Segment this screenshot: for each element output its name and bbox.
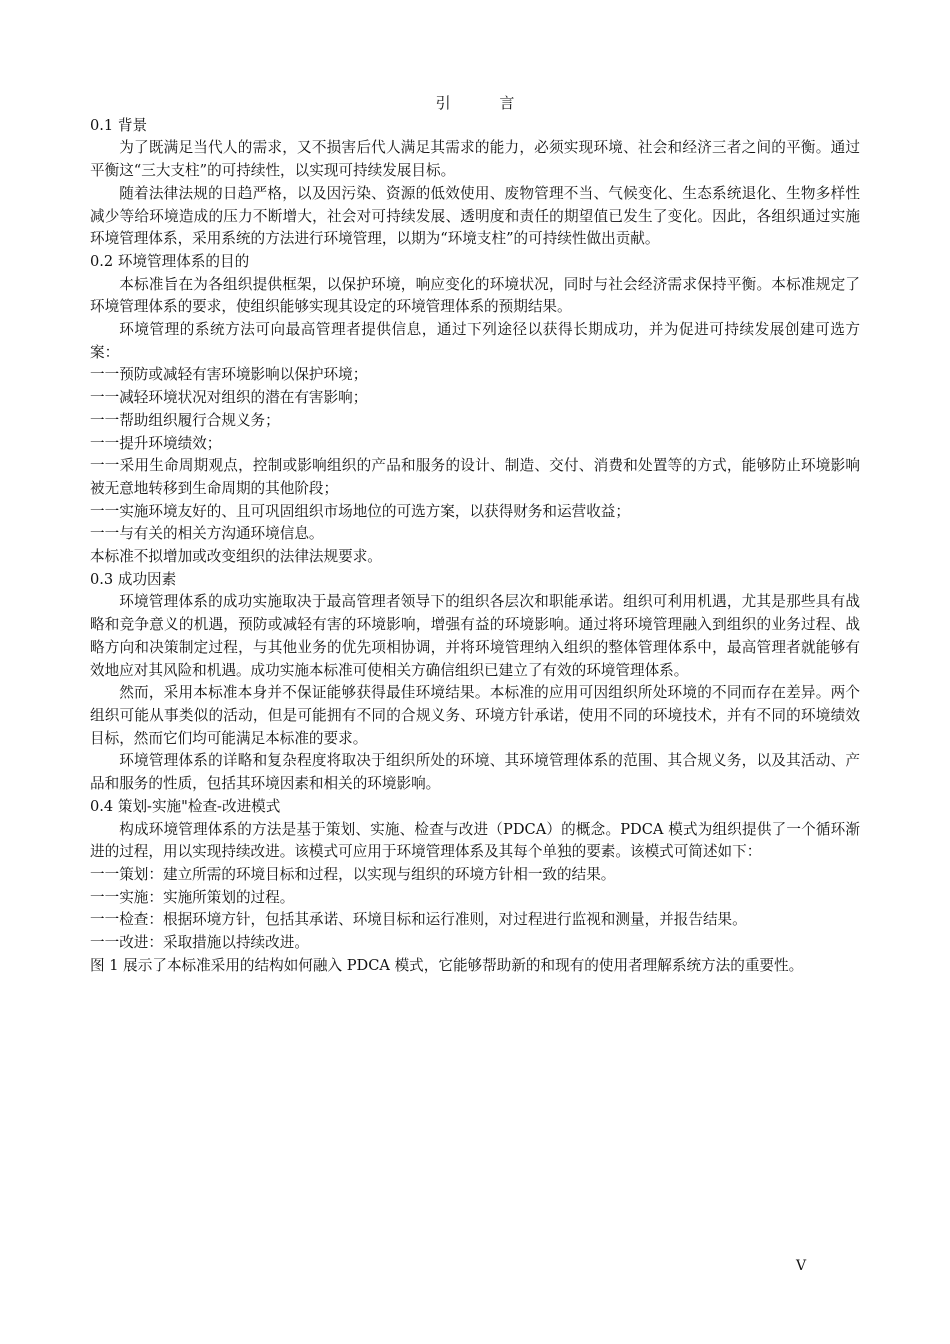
list-item: 一一预防或减轻有害环境影响以保护环境； (90, 366, 368, 384)
list-item: 一一检查：根据环境方针，包括其承诺、环境目标和运行准则，对过程进行监视和测量，并报告结果。 (90, 911, 747, 929)
list-item: 一一帮助组织履行合规义务； (90, 411, 280, 429)
paragraph: 环境管理的系统方法可向最高管理者提供信息，通过下列途径以获得长期成功，并为促进可持续发展创建可选方案： (90, 321, 860, 361)
paragraph: 然而，采用本标准本身并不保证能够获得最佳环境结果。本标准的应用可因组织所处环境的不同而存在差异。两个组织可能从事类似的活动，但是可能拥有不同的合规义务、环境方针承诺，使用不同的环境技术，并有不同的环境绩效目标，然而它们均可能满足本标准的要求。 (90, 684, 860, 747)
list-item: 一一策划：建立所需的环境目标和过程，以实现与组织的环境方针相一致的结果。 (90, 865, 616, 883)
paragraph: 随着法律法规的日趋严格，以及因污染、资源的低效使用、废物管理不当、气候变化、生态系统退化、生物多样性减少等给环境造成的压力不断增大，社会对可持续发展、透明度和责任的期望值已发生了变化。因此，各组织通过实施环境管理体系，采用系统的方法进行环境管理，以期为“环境支柱”的可持续性做出贡献。 (90, 184, 860, 248)
paragraph: 环境管理体系的详略和复杂程度将取决于组织所处的环境、其环境管理体系的范围、其合规义务，以及其活动、产品和服务的性质，包括其环境因素和相关的环境影响。 (90, 752, 860, 793)
list-item: 一一与有关的相关方沟通环境信息。 (90, 525, 324, 543)
paragraph: 为了既满足当代人的需求，又不损害后代人满足其需求的能力，必须实现环境、社会和经济三者之间的平衡。通过平衡这“三大支柱”的可持续性，以实现可持续发展目标。 (90, 139, 860, 180)
section-heading-purpose: 0.2 环境管理体系的目的 (90, 252, 250, 270)
paragraph: 本标准不拟增加或改变组织的法律法规要求。 (90, 548, 382, 566)
section-heading-success-factors: 0.3 成功因素 (90, 570, 177, 588)
paragraph: 本标准旨在为各组织提供框架，以保护环境，响应变化的环境状况，同时与社会经济需求保持平衡。本标准规定了环境管理体系的要求，使组织能够实现其设定的环境管理体系的预期结果。 (90, 275, 860, 316)
list-item: 一一减轻环境状况对组织的潜在有害影响； (90, 389, 368, 407)
paragraph: 环境管理体系的成功实施取决于最高管理者领导下的组织各层次和职能承诺。组织可利用机遇，尤其是那些具有战略和竞争意义的机遇，预防或减轻有害的环境影响，增强有益的环境影响。通过将环境管理融入到组织的业务过程、战略方向和决策制定过程，与其他业务的优先项相协调，并将环境管理纳入组织的整体管理体系中，最高管理者就能够有效地应对其风险和机遇。成功实施本标准可使相关方确信组织已建立了有效的环境管理体系。 (90, 593, 860, 679)
section-heading-pdca: 0.4 策划-实施"检查-改进模式 (90, 797, 281, 815)
page-number: V (796, 1258, 807, 1274)
list-item: 一一实施：实施所策划的过程。 (90, 888, 295, 906)
list-item: 一一提升环境绩效； (90, 434, 222, 452)
paragraph: 构成环境管理体系的方法是基于策划、实施、检查与改进（PDCA）的概念。PDCA 模式为组织提供了一个循环渐进的过程，用以实现持续改进。该模式可应用于环境管理体系及其每个单独的要素。该模式可简述如下： (90, 820, 860, 861)
list-item: 一一改进：采取措施以持续改进。 (90, 934, 309, 952)
document-body (90, 92, 860, 977)
list-item: 一一实施环境友好的、且可巩固组织市场地位的可选方案，以获得财务和运营收益； (90, 502, 630, 520)
paragraph: 图 1 展示了本标准采用的结构如何融入 PDCA 模式，它能够帮助新的和现有的使用者理解系统方法的重要性。 (90, 956, 804, 974)
section-heading-background: 0.1 背景 (90, 116, 148, 134)
page-title: 引 言 (435, 94, 537, 112)
list-item: 一一采用生命周期观点，控制或影响组织的产品和服务的设计、制造、交付、消费和处置等的方式，能够防止环境影响被无意地转移到生命周期的其他阶段； (90, 457, 860, 497)
